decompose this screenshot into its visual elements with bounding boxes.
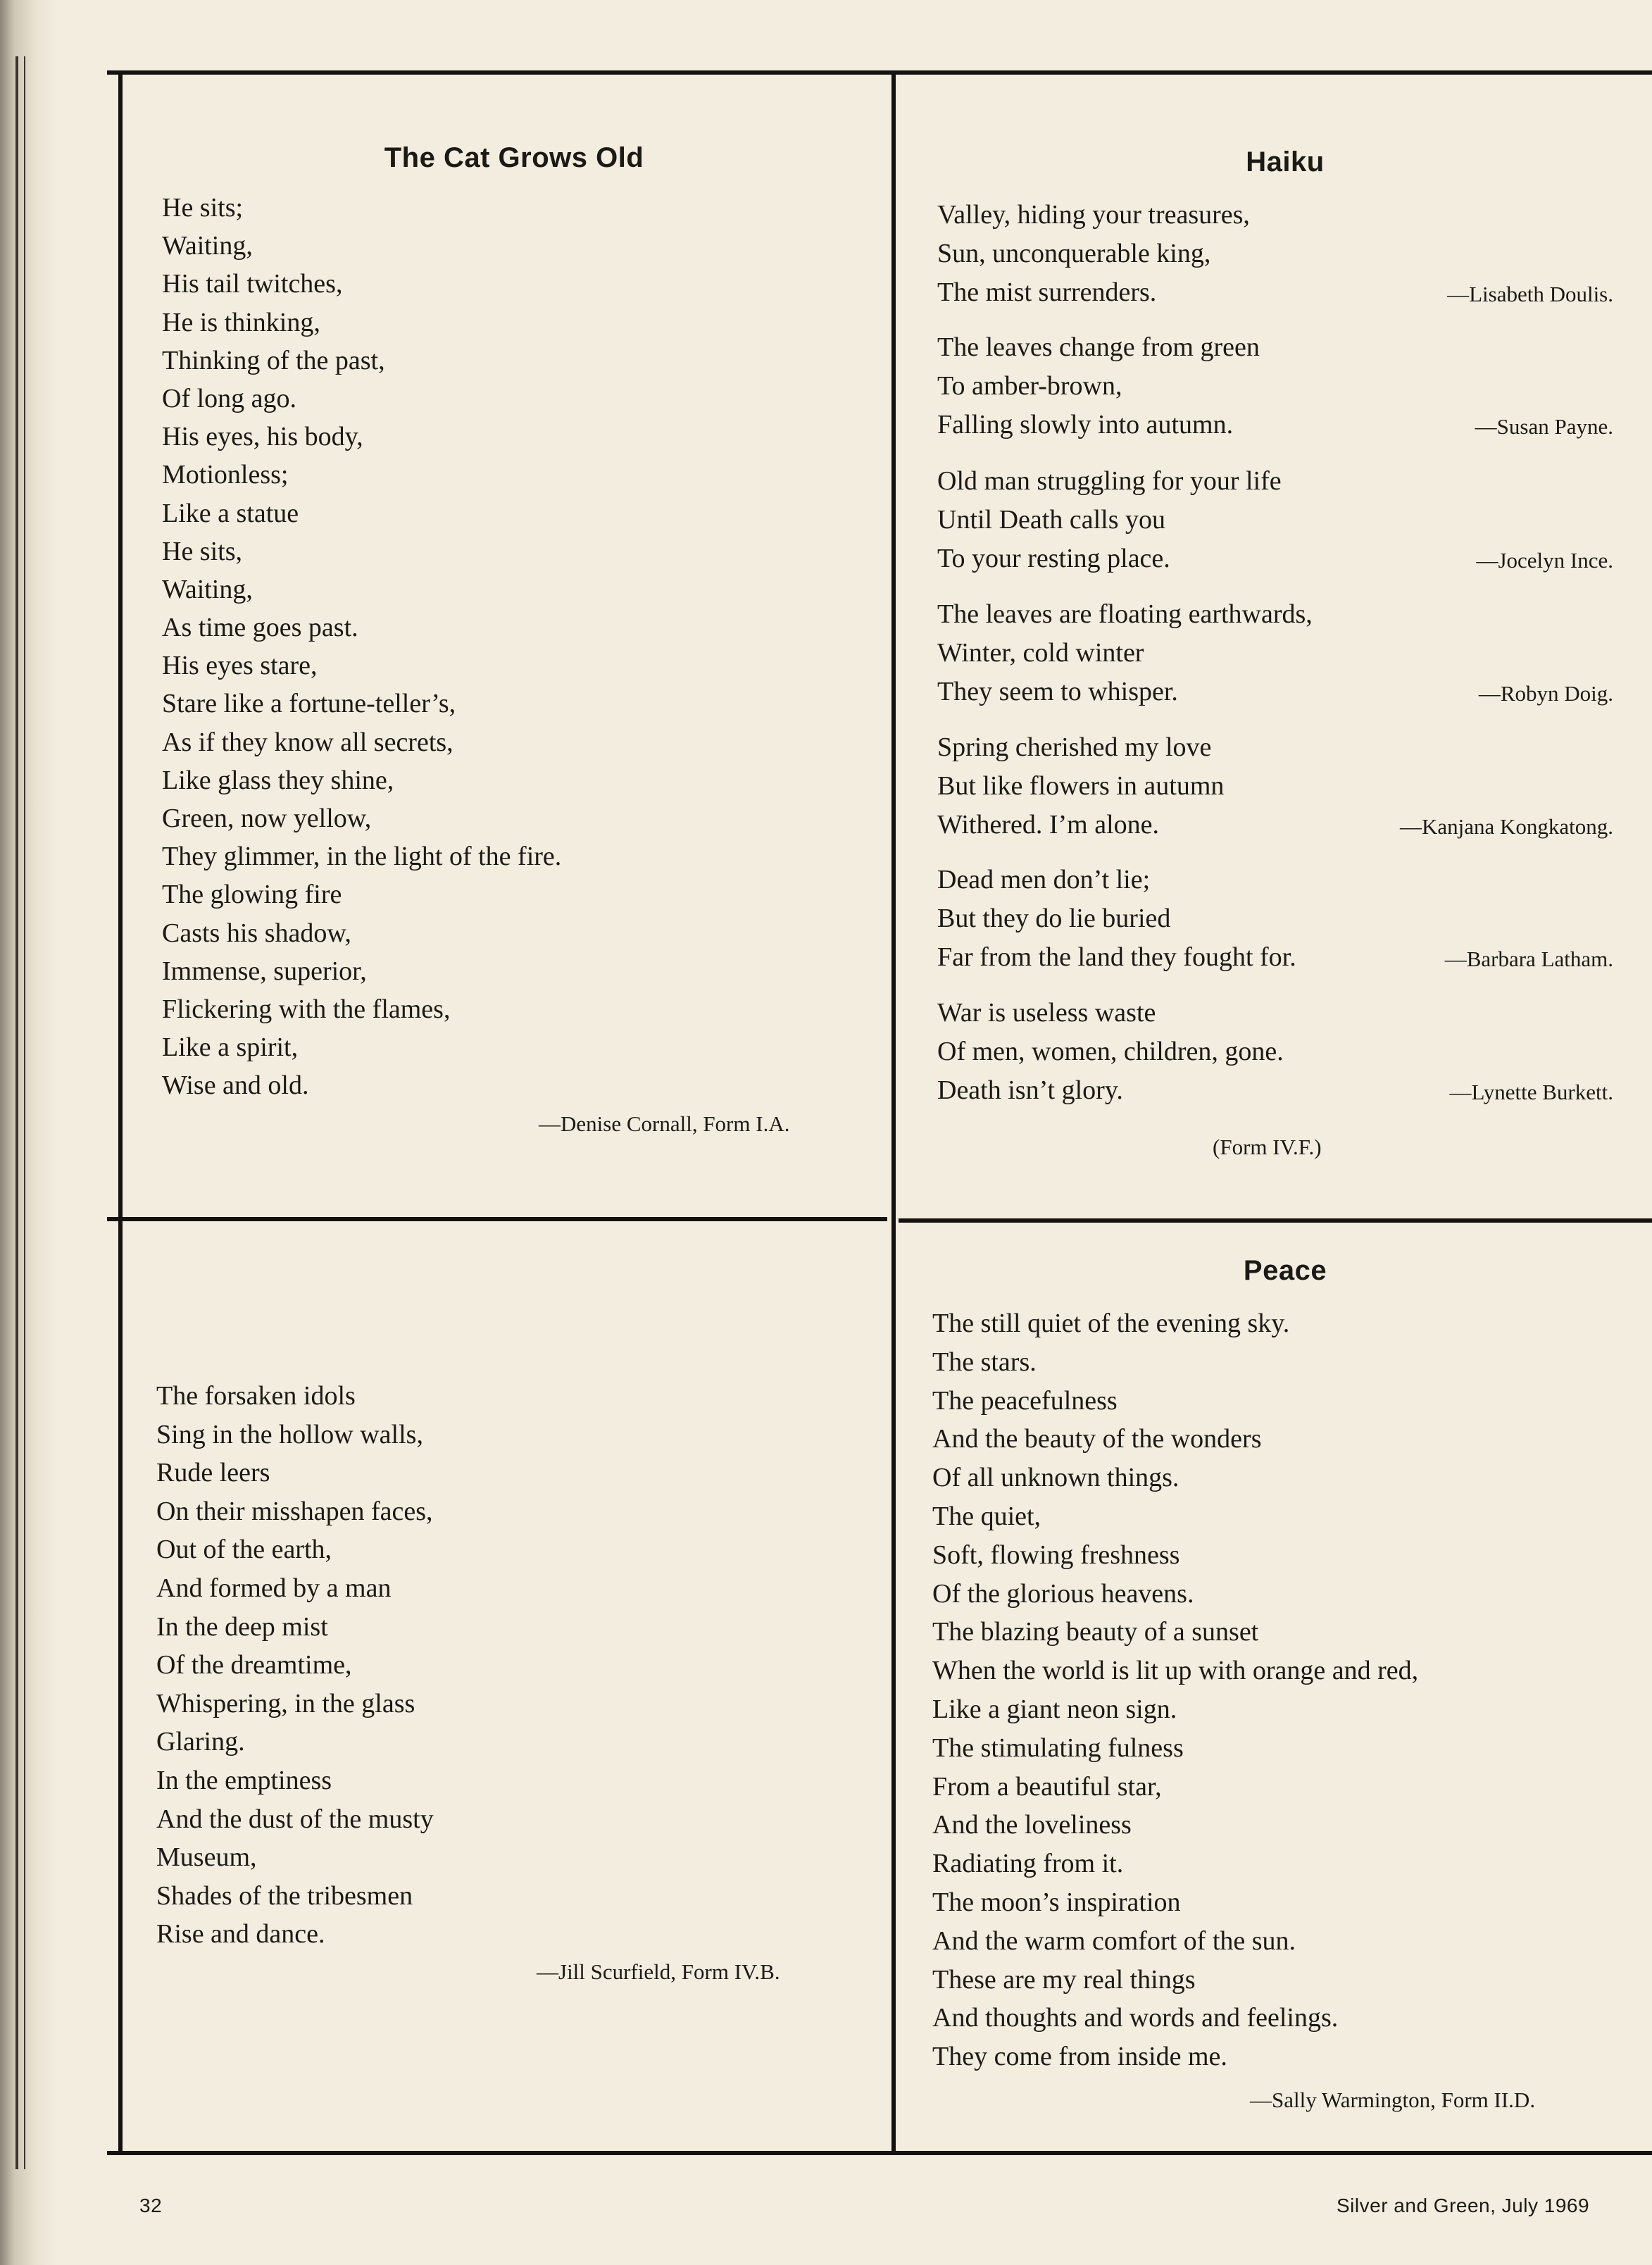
haiku-author: —Lisabeth Doulis.	[1447, 282, 1613, 306]
center-rule	[891, 70, 896, 2155]
poem-line: In the emptiness	[156, 1765, 332, 1795]
haiku-line: The leaves change from green	[937, 332, 1260, 362]
idols-poem-credit: —Jill Scurfield, Form IV.B.	[537, 1959, 780, 1984]
haiku-entry	[937, 861, 1613, 980]
haiku-line: The leaves are floating earthwards,	[937, 599, 1313, 629]
haiku-entry	[937, 462, 1613, 582]
poem-line: Of long ago.	[162, 383, 297, 413]
poem-line: Thinking of the past,	[162, 345, 385, 375]
poem-line: Soft, flowing freshness	[932, 1540, 1180, 1570]
peace-poem-credit: —Sally Warmington, Form II.D.	[1250, 2088, 1536, 2112]
left-rule	[118, 70, 123, 2155]
poem-line: Like a spirit,	[162, 1032, 299, 1063]
poem-line: Green, now yellow,	[162, 804, 372, 833]
haiku-line: Until Death calls you	[937, 505, 1165, 535]
poem-line: The moon’s inspiration	[932, 1887, 1181, 1917]
middle-rule-left	[107, 1217, 887, 1221]
poem-line: Of the glorious heavens.	[932, 1578, 1194, 1609]
poem-line: Out of the earth,	[156, 1535, 332, 1565]
haiku-line: War is useless waste	[937, 998, 1156, 1028]
haiku-line: Old man struggling for your life	[937, 466, 1282, 496]
page-number: 32	[139, 2195, 163, 2216]
poem-line: Glaring.	[156, 1727, 245, 1757]
haiku-line: To amber-brown,	[937, 371, 1122, 401]
poem-line: Radiating from it.	[932, 1849, 1124, 1879]
haiku-line: Dead men don’t lie;	[937, 865, 1151, 894]
haiku-title: Haiku	[1246, 146, 1325, 177]
poem-line: Casts his shadow,	[162, 918, 351, 948]
poem-line: Waiting,	[162, 231, 253, 261]
page-binding-edge	[0, 0, 56, 2265]
poem-line: Sing in the hollow walls,	[156, 1419, 423, 1449]
bottom-rule	[107, 2151, 1652, 2155]
poem-line: As time goes past.	[162, 613, 358, 643]
poem-line: Museum,	[156, 1842, 257, 1873]
poem-line: Of all unknown things.	[932, 1463, 1179, 1493]
idols-poem-lines	[156, 1377, 434, 1954]
haiku-line: Far from the land they fought for.	[937, 942, 1296, 972]
haiku-author: —Kanjana Kongkatong.	[1399, 814, 1613, 839]
haiku-entry	[937, 595, 1613, 715]
poem-line: In the deep mist	[156, 1611, 328, 1642]
poem-line: The stimulating fulness	[932, 1733, 1184, 1763]
cat-poem-lines	[162, 189, 561, 1105]
haiku-author: —Robyn Doig.	[1478, 681, 1613, 706]
haiku-author: —Susan Payne.	[1475, 414, 1613, 439]
haiku-line: Sun, unconquerable king,	[937, 239, 1211, 268]
cat-poem-title: The Cat Grows Old	[384, 142, 644, 173]
haiku-entry	[937, 994, 1613, 1113]
top-rule	[107, 70, 1652, 75]
poem-line: His eyes, his body,	[162, 422, 363, 452]
poem-line: Flickering with the flames,	[162, 994, 451, 1024]
haiku-line: Of men, women, children, gone.	[937, 1037, 1284, 1066]
haiku-line: Spring cherished my love	[937, 732, 1212, 762]
cat-poem-credit: —Denise Cornall, Form I.A.	[539, 1111, 790, 1136]
poem-line: Whispering, in the glass	[156, 1688, 415, 1718]
poem-line: From a beautiful star,	[932, 1771, 1162, 1802]
haiku-line: Falling slowly into autumn.	[937, 410, 1234, 439]
poem-line: Immense, superior,	[162, 956, 367, 986]
haiku-entry	[937, 196, 1613, 316]
poem-line: He is thinking,	[162, 307, 320, 337]
haiku-line: Winter, cold winter	[937, 638, 1144, 668]
poem-line: And the warm comfort of the sun.	[932, 1926, 1296, 1956]
haiku-line: They seem to whisper.	[937, 677, 1178, 706]
haiku-line: Valley, hiding your treasures,	[937, 200, 1250, 230]
poem-line: These are my real things	[932, 1964, 1196, 1995]
poem-line: The peacefulness	[932, 1385, 1118, 1416]
poem-line: Shades of the tribesmen	[156, 1880, 413, 1911]
poem-line: When the world is lit up with orange and red,	[932, 1656, 1419, 1686]
poem-line: Motionless;	[162, 460, 289, 490]
poem-line: The still quiet of the evening sky.	[932, 1309, 1290, 1338]
poem-line: They glimmer, in the light of the fire.	[162, 842, 562, 872]
poem-line: He sits;	[162, 193, 244, 223]
poem-line: Rude leers	[156, 1458, 270, 1488]
haiku-entry	[937, 328, 1613, 448]
poem-line: And the beauty of the wonders	[932, 1424, 1262, 1454]
haiku-author: —Jocelyn Ince.	[1476, 548, 1613, 573]
haiku-entry	[937, 728, 1613, 848]
poem-line: Of the dreamtime,	[156, 1650, 352, 1680]
poem-line: Wise and old.	[162, 1071, 309, 1101]
poem-line: Like a statue	[162, 498, 299, 528]
poem-line: Waiting,	[162, 574, 253, 604]
haiku-line: The mist surrenders.	[937, 277, 1157, 307]
haiku-form-note: (Form IV.F.)	[1213, 1135, 1322, 1159]
poem-line: His eyes stare,	[162, 651, 318, 681]
poem-line: And the dust of the musty	[156, 1804, 434, 1834]
poem-line: And the loveliness	[932, 1810, 1132, 1840]
poem-line: And thoughts and words and feelings.	[932, 2003, 1339, 2033]
poem-line: Like glass they shine,	[162, 765, 394, 795]
haiku-author: —Lynette Burkett.	[1449, 1080, 1613, 1104]
haiku-line: But like flowers in autumn	[937, 771, 1225, 801]
poem-line: The quiet,	[932, 1501, 1041, 1531]
poem-line: Like a giant neon sign.	[932, 1694, 1177, 1724]
haiku-author: —Barbara Latham.	[1444, 947, 1613, 971]
poem-line: The glowing fire	[162, 880, 342, 910]
haiku-line: To your resting place.	[937, 544, 1170, 573]
poem-line: They come from inside me.	[932, 2042, 1227, 2072]
poem-line: The stars.	[932, 1347, 1037, 1377]
poem-line: The forsaken idols	[156, 1381, 356, 1411]
poem-line: Rise and dance.	[156, 1919, 325, 1949]
poem-line: And formed by a man	[156, 1573, 392, 1603]
haiku-line: Withered. I’m alone.	[937, 810, 1160, 840]
peace-poem-title: Peace	[1243, 1255, 1327, 1286]
poem-line: Stare like a fortune-teller’s,	[162, 689, 456, 719]
publication-footer: Silver and Green, July 1969	[1337, 2195, 1590, 2216]
haiku-line: Death isn’t glory.	[937, 1075, 1123, 1105]
middle-rule-right	[899, 1218, 1652, 1223]
poem-line: The blazing beauty of a sunset	[932, 1617, 1259, 1647]
haiku-line: But they do lie buried	[937, 904, 1171, 933]
poem-line: His tail twitches,	[162, 269, 343, 299]
poem-line: As if they know all secrets,	[162, 727, 453, 757]
peace-poem-lines	[932, 1304, 1418, 2076]
poem-line: On their misshapen faces,	[156, 1496, 433, 1526]
poem-line: He sits,	[162, 536, 242, 566]
